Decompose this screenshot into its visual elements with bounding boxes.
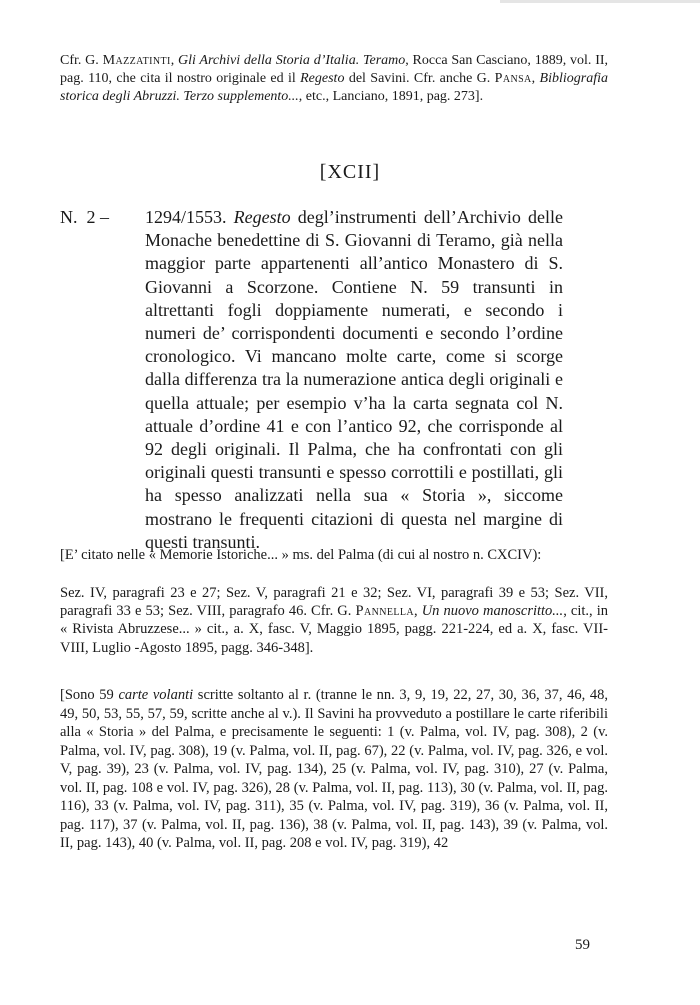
reference-text: del Savini. Cfr. anche G.: [344, 71, 495, 86]
author-name: Pannella: [355, 603, 414, 620]
book-title: Regesto: [300, 71, 345, 86]
entry-date: 1294/1553.: [145, 207, 234, 227]
reference-text: ,: [531, 71, 540, 86]
note-text: scritte soltanto al r. (tranne le nn. 3, 9, 19, 22, 27, 30, 36, 37, 46, 48, 49, 50, 53, 55, 57, 59, scritte anche al v.). Il Savini ha provveduto a postillare le carte riferibili alla « Storia » del Palma, e precisamente le seguenti: 1 (v. Palma, vol. IV, pag. 308), 2 (v. Palma, vol. IV, pag. 308), 19 (v. Palma, vol. II, pag. 67), 22 (v. Palma, vol. IV, pag. 326, e vol. V, pag. 39), 23 (v. Palma, vol. IV, pag. 134), 25 (v. Palma, vol. IV, pag. 310), 27 (v. Palma, vol. II, pag. 108 e vol. IV, pag. 326), 28 (v. Palma, vol. II, pag. 113), 30 (v. Palma, vol. II, pag. 116), 33 (v. Palma, vol. IV, pag. 311), 35 (v. Palma, vol. IV, pag. 319), 36 (v. Palma, vol. II, pag. 117), 37 (v. Palma, vol. II, pag. 136), 38 (v. Palma, vol. II, pag. 143), 39 (v. Palma, vol. II, pag. 143), 40 (v. Palma, vol. II, pag. 208 e vol. IV, pag. 319), 42: [60, 687, 608, 851]
note-text: ,: [413, 603, 422, 620]
entry-body: [145, 206, 563, 554]
note-paragraph: [60, 686, 608, 853]
section-heading: [XCII]: [319, 161, 381, 183]
page-number: 59: [575, 937, 590, 953]
italic-phrase: carte volanti: [118, 687, 194, 703]
book-title: Bibliografia storica degli Abruzzi. Terzo supplemento...: [60, 71, 608, 104]
note-paragraph: [60, 584, 608, 657]
reference-text: ,: [170, 53, 178, 68]
entry-number: N. 2 –: [60, 207, 109, 227]
book-title: Un nuovo manoscritto...: [421, 603, 564, 620]
book-title: Gli Archivi della Storia d’Italia. Teramo: [178, 53, 406, 68]
note-text: [Sono 59: [60, 687, 119, 703]
author-name: Pansa: [494, 71, 532, 86]
entry-text: degl’instrumenti dell’Archivio delle Monache benedettine di S. Giovanni di Teramo, già nella maggior parte appartenenti all’antico Monastero di S. Giovanni a Scorzone. Contiene N. 59 transunti in altrettanti fogli doppiamente numerati, e secondo i numeri de’ corrispondenti documenti e secondo l’ordine cronologico. Vi mancano molte carte, come si scorge dalla differenza tra la numerazione antica degli originali e quella attuale; per esempio v’ha la carta segnata col N. attuale d’ordine 41 e con l’antico 92, che corrisponde al 92 degli originali. Il Palma, che ha confrontati con gli originali questi transunti e spesso corrottili e postillati, gli ha spesso analizzati nella sua « Storia », siccome mostrano le frequenti citazioni di questa nel margine di questi transunti.: [145, 207, 563, 552]
note-paragraph: [E’ citato nelle « Memorie Istoriche... » ms. del Palma (di cui al nostro n. CXCIV):: [60, 547, 542, 563]
reference-text: , Rocca San Casciano, 1889, vol. II, pag. 110, che cita il nostro originale ed il: [60, 53, 609, 86]
note-text: Sez. IV, paragrafi 23 e 27; Sez. V, paragrafi 21 e 32; Sez. VI, paragrafi 39 e 53; Sez. VII, paragrafi 33 e 53; Sez. VIII, paragrafo 46. Cfr. G.: [60, 585, 608, 620]
entry-title: Regesto: [233, 207, 291, 227]
reference-text: Cfr. G.: [60, 53, 103, 68]
author-name: Mazzatinti: [102, 53, 171, 68]
reference-paragraph: [60, 52, 608, 106]
reference-text: , etc., Lanciano, 1891, pag. 273].: [298, 89, 484, 104]
top-edge-rule: [500, 0, 700, 3]
note-text: , cit., in « Rivista Abruzzese... » cit., a. X, fasc. V, Maggio 1895, pagg. 221-224, ed a. X, fasc. VII-VIII, Luglio -Agosto 1895, pagg. 346-348].: [60, 603, 609, 656]
